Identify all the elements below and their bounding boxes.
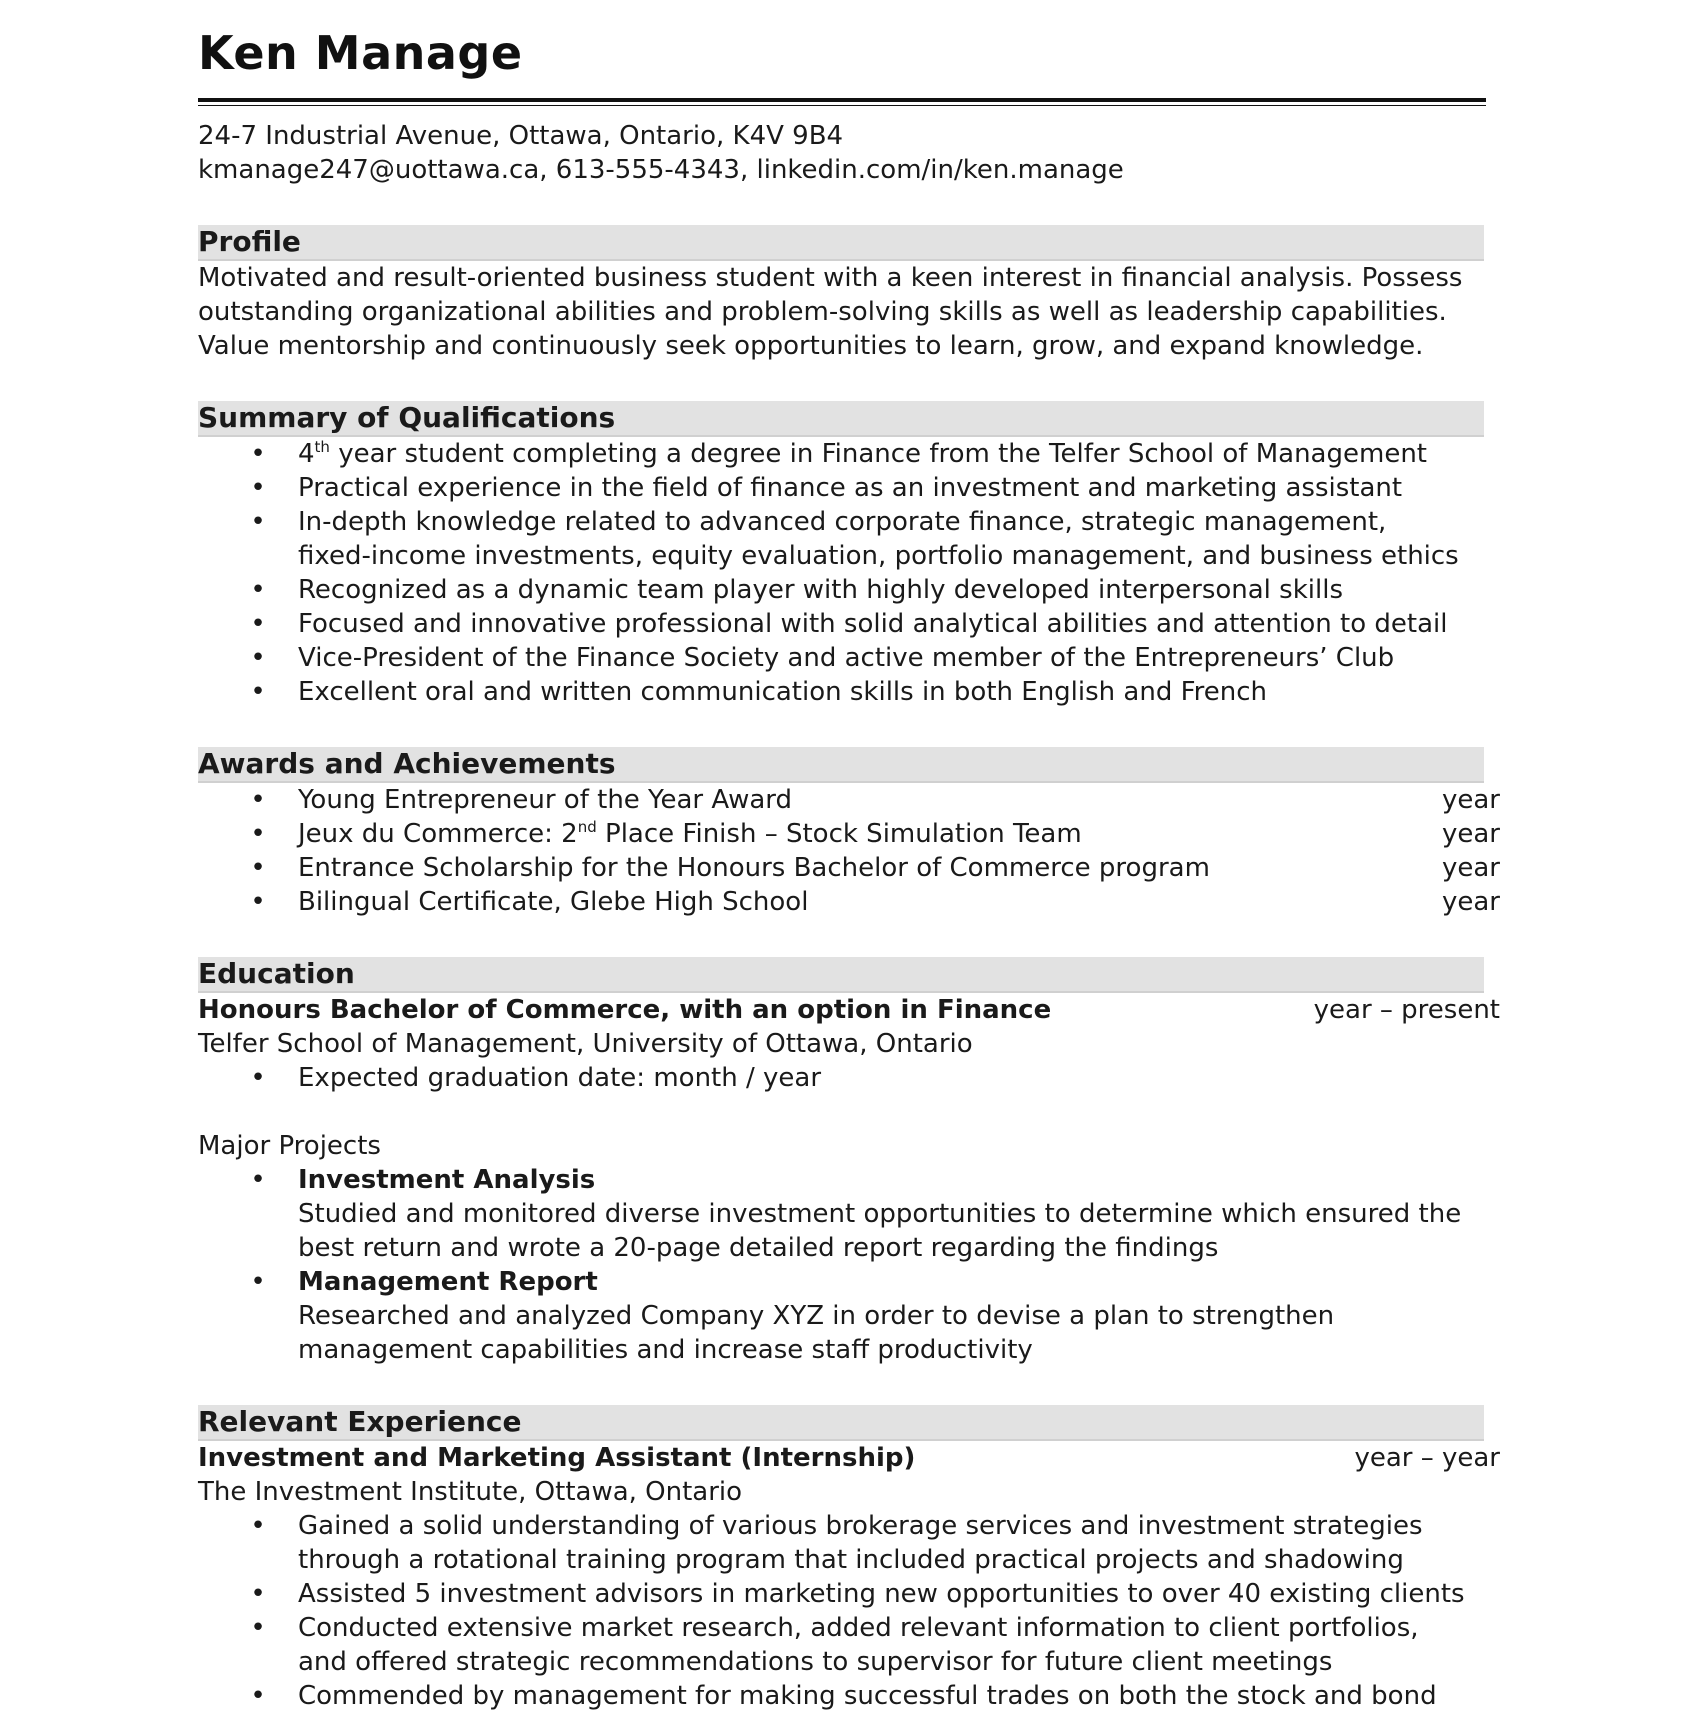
address-line: 24-7 Industrial Avenue, Ottawa, Ontario, K4V 9B4: [198, 121, 844, 151]
bullet-icon: •: [250, 609, 266, 639]
list-item: • Entrance Scholarship for the Honours Bachelor of Commerce program year: [198, 851, 1498, 885]
award-year: year: [1441, 785, 1500, 815]
experience-list: [198, 1509, 1498, 1713]
list-item: • Commended by management for making successful trades on both the stock and bond: [198, 1679, 1498, 1713]
profile-line: Motivated and result-oriented business student with a keen interest in financial analysis. Possess: [198, 263, 1463, 293]
school-name: Telfer School of Management, University of Ottawa, Ontario: [198, 1029, 973, 1059]
bullet-icon: •: [250, 643, 266, 673]
list-item: • Assisted 5 investment advisors in marketing new opportunities to over 40 existing clients: [198, 1577, 1498, 1611]
header-rule-thick: [198, 98, 1486, 102]
resume-page: [198, 22, 1498, 1713]
list-item: • Management Report Researched and analyzed Company XYZ in order to devise a plan to strengthen management capabilities and increase staff productivity: [198, 1265, 1498, 1367]
projects-label: Major Projects: [198, 1131, 381, 1161]
bullet-icon: •: [250, 1063, 266, 1093]
degree-row: [198, 993, 1498, 1027]
award-year: year: [1441, 819, 1500, 849]
employer-name: The Investment Institute, Ottawa, Ontario: [198, 1477, 743, 1507]
bullet-icon: •: [250, 853, 266, 883]
section-heading-qualifications: Summary of Qualifications: [198, 401, 1484, 437]
job-row: [198, 1441, 1498, 1475]
award-year: year: [1441, 853, 1500, 883]
bullet-icon: •: [250, 1681, 266, 1711]
list-item: • Investment Analysis Studied and monitored diverse investment opportunities to determine which ensured the best return and wrote a 20-page detailed report regarding the findings: [198, 1163, 1498, 1265]
list-item: • Jeux du Commerce: 2nd Place Finish – Stock Simulation Team year: [198, 817, 1498, 851]
section-heading-experience: Relevant Experience: [198, 1405, 1484, 1441]
profile-line: Value mentorship and continuously seek opportunities to learn, grow, and expand knowledge.: [198, 331, 1424, 361]
awards-list: [198, 783, 1498, 919]
job-title: Investment and Marketing Assistant (Internship): [198, 1443, 916, 1473]
degree-dates: year – present: [1313, 995, 1500, 1025]
bullet-icon: •: [250, 575, 266, 605]
project-title: Investment Analysis: [298, 1165, 596, 1195]
project-title: Management Report: [298, 1267, 598, 1297]
education-list: [198, 1061, 1498, 1095]
bullet-icon: •: [250, 785, 266, 815]
list-item: • Young Entrepreneur of the Year Award year: [198, 783, 1498, 817]
projects-list: [198, 1163, 1498, 1367]
list-item: • Expected graduation date: month / year: [198, 1061, 1498, 1095]
list-item: • Practical experience in the field of finance as an investment and marketing assistant: [198, 471, 1498, 505]
section-heading-awards: Awards and Achievements: [198, 747, 1484, 783]
bullet-icon: •: [250, 1613, 266, 1643]
degree-title: Honours Bachelor of Commerce, with an option in Finance: [198, 995, 1052, 1025]
qualifications-list: [198, 437, 1498, 709]
bullet-icon: •: [250, 1165, 266, 1195]
bullet-icon: •: [250, 887, 266, 917]
list-item: • 4th year student completing a degree in Finance from the Telfer School of Management: [198, 437, 1498, 471]
bullet-icon: •: [250, 677, 266, 707]
profile-text: [198, 261, 1498, 363]
list-item: • Focused and innovative professional with solid analytical abilities and attention to detail: [198, 607, 1498, 641]
bullet-icon: •: [250, 507, 266, 537]
list-item: • Bilingual Certificate, Glebe High School year: [198, 885, 1498, 919]
bullet-icon: •: [250, 1579, 266, 1609]
bullet-icon: •: [250, 439, 266, 469]
bullet-icon: •: [250, 1511, 266, 1541]
bullet-icon: •: [250, 1267, 266, 1297]
header-rule-thin: [198, 105, 1486, 106]
contact-line: kmanage247@uottawa.ca, 613-555-4343, linkedin.com/in/ken.manage: [198, 155, 1124, 185]
list-item: • Gained a solid understanding of various brokerage services and investment strategies through a rotational training program that included practical projects and shadowing: [198, 1509, 1498, 1577]
award-year: year: [1441, 887, 1500, 917]
contact-block: [198, 119, 1498, 187]
section-heading-profile: Profile: [198, 225, 1484, 261]
list-item: • Recognized as a dynamic team player with highly developed interpersonal skills: [198, 573, 1498, 607]
list-item: • Conducted extensive market research, added relevant information to client portfolios, and offered strategic recommendations to supervisor for future client meetings: [198, 1611, 1498, 1679]
profile-line: outstanding organizational abilities and problem-solving skills as well as leadership capabilities.: [198, 297, 1447, 327]
job-dates: year – year: [1354, 1443, 1500, 1473]
list-item: • Excellent oral and written communication skills in both English and French: [198, 675, 1498, 709]
section-heading-education: Education: [198, 957, 1484, 993]
list-item: • In-depth knowledge related to advanced corporate finance, strategic management, fixed-income investments, equity evaluation, portfolio management, and business ethics: [198, 505, 1498, 573]
bullet-icon: •: [250, 473, 266, 503]
resume-name: Ken Manage: [198, 26, 523, 80]
bullet-icon: •: [250, 819, 266, 849]
list-item: • Vice-President of the Finance Society and active member of the Entrepreneurs’ Club: [198, 641, 1498, 675]
